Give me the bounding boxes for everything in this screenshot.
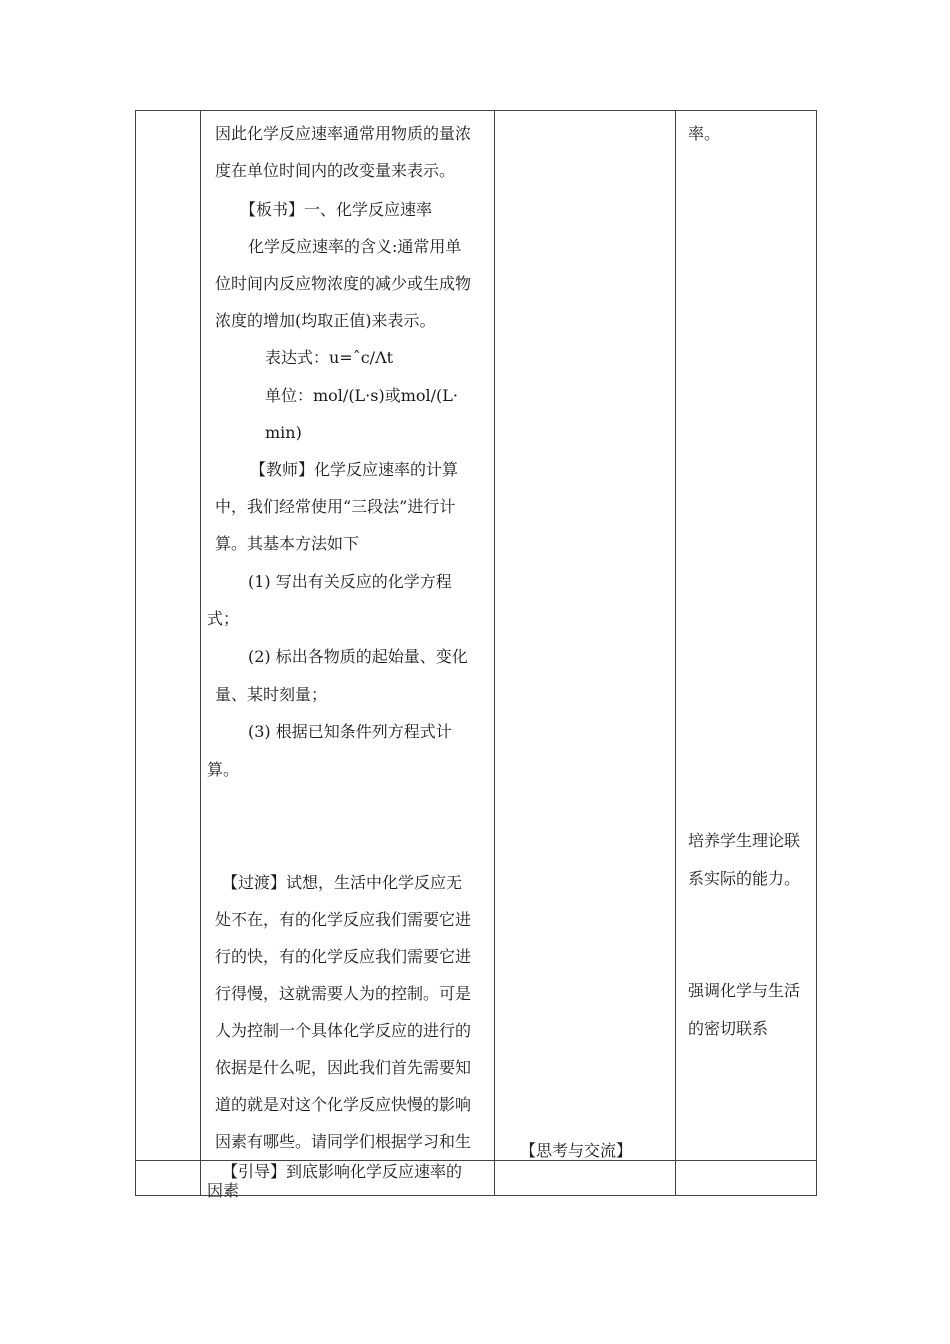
content-line: 算。其基本方法如下 <box>215 534 360 553</box>
content-line: 中，我们经常使用“三段法”进行计 <box>215 497 456 516</box>
intent-line: 培养学生理论联 <box>688 831 801 850</box>
content-line: 道的就是对这个化学反应快慢的影响 <box>215 1095 472 1114</box>
guide-heading: 【引导】到底影响化学反应速率的 <box>222 1162 463 1181</box>
content-line: 度在单位时间内的改变量来表示。 <box>215 161 456 180</box>
content-line: 因素有哪些。请同学们根据学习和生 <box>215 1132 472 1151</box>
step-item: 算。 <box>207 760 240 779</box>
board-heading: 【板书】一、化学反应速率 <box>240 200 433 219</box>
step-item: 量、某时刻量； <box>215 685 328 704</box>
table-top-border <box>135 110 817 111</box>
think-exchange-label: 【思考与交流】 <box>520 1141 633 1160</box>
content-line: 因素 <box>207 1181 240 1200</box>
content-line: 浓度的增加(均取正值)来表示。 <box>215 311 436 330</box>
intent-line: 系实际的能力。 <box>688 869 801 888</box>
table-col-divider-2 <box>494 110 495 1196</box>
intent-line: 的密切联系 <box>688 1019 769 1038</box>
intent-line: 强调化学与生活 <box>688 981 801 1000</box>
intent-line: 率。 <box>688 124 721 143</box>
content-line: 位时间内反应物浓度的减少或生成物 <box>215 274 472 293</box>
step-item: (1) 写出有关反应的化学方程 <box>248 572 452 591</box>
content-line: 行得慢，这就需要人为的控制。可是 <box>215 984 472 1003</box>
rate-unit: 单位：mol/(L·s)或mol/(L· <box>265 386 458 405</box>
content-line: 人为控制一个具体化学反应的进行的 <box>215 1021 472 1040</box>
teacher-heading: 【教师】化学反应速率的计算 <box>250 460 459 479</box>
table-row-divider <box>135 1160 817 1161</box>
rate-unit: min) <box>265 423 302 442</box>
content-line: 行的快，有的化学反应我们需要它进 <box>215 947 472 966</box>
rate-expression: 表达式：u=ˆc/Λt <box>265 348 394 367</box>
transition-heading: 【过渡】试想，生活中化学反应无 <box>222 873 463 892</box>
content-line: 处不在，有的化学反应我们需要它进 <box>215 910 472 929</box>
table-col-divider-1 <box>200 110 201 1196</box>
table-right-border <box>816 110 817 1196</box>
step-item: (3) 根据已知条件列方程式计 <box>248 722 452 741</box>
step-item: 式； <box>207 609 240 628</box>
content-line: 因此化学反应速率通常用物质的量浓 <box>215 124 472 143</box>
content-line: 依据是什么呢，因此我们首先需要知 <box>215 1058 472 1077</box>
content-line: 化学反应速率的含义:通常用单 <box>248 237 462 256</box>
table-col-divider-3 <box>675 110 676 1196</box>
table-left-border <box>135 110 136 1196</box>
step-item: (2) 标出各物质的起始量、变化 <box>248 647 468 666</box>
